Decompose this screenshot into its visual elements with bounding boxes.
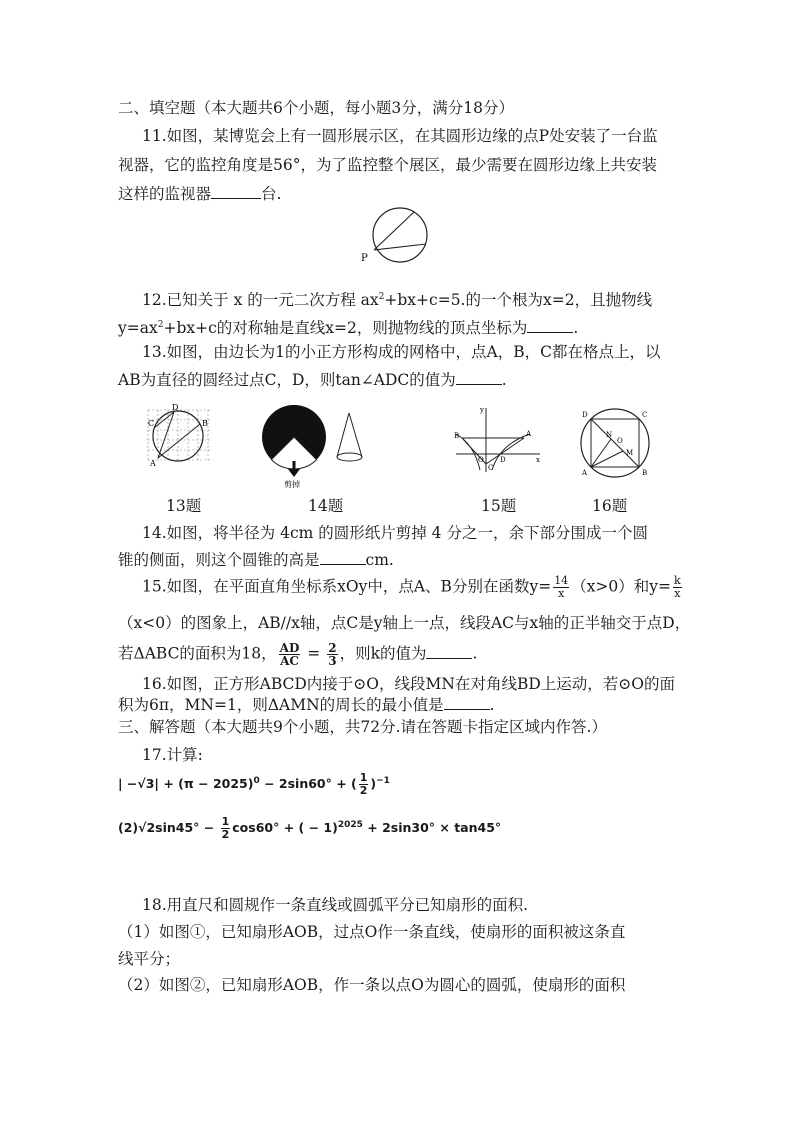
fraction-14-over-x: $\frac{14}{x}$ <box>554 574 569 600</box>
answer-blank <box>426 643 472 659</box>
label-n: N <box>606 431 613 439</box>
cone-left-edge <box>337 413 349 457</box>
q14-text: 锥的侧面，则这个圆锥的高是 <box>118 551 320 569</box>
cone-right-edge <box>349 413 362 457</box>
q12-sup2: 2 <box>157 320 164 330</box>
q11-line1: 11.如图，某博览会上有一圆形展示区，在其圆形边缘的点P处安装了一台监 <box>142 127 658 145</box>
caption-13: 13题 <box>166 497 202 515</box>
q14-line1: 14.如图，将半径为 4cm 的圆形纸片剪掉 4 分之一，余下部分围成一个圆 <box>142 524 648 542</box>
q16-line2 <box>118 694 495 716</box>
q15-line2: （x<0）的图象上，AB//x轴，点C是y轴上一点，线段AC与x轴的正半轴交于点D， <box>118 614 691 632</box>
q11-circle-figure <box>358 206 438 266</box>
q17-expression-1: | $-√3| + (\pi - 2025)^0 - 2\sin 60^\circ$ + ( $\frac{1}{2}$ )$^{-1}$ <box>118 771 390 797</box>
q11-line3 <box>118 183 281 205</box>
answer-blank <box>211 183 261 199</box>
label-c: C <box>488 464 494 472</box>
caption-15: 15题 <box>481 497 517 515</box>
cone-base <box>337 453 362 461</box>
label-d: D <box>582 411 588 419</box>
label-d: D <box>500 456 506 464</box>
q15-text-b: （x>0）和y= <box>571 577 672 596</box>
fig15-hyperbola-figure <box>452 404 544 474</box>
q12-text-b: +bx+c=5.的一个根为x=2，且抛物线 <box>384 291 653 310</box>
q18-line2: （1）如图①，已知扇形AOB，过点O作一条直线，使扇形的面积被这条直 <box>118 923 626 941</box>
section-header-solutions: 三、解答题（本大题共9个小题，共72分.请在答题卡指定区域内作答.） <box>118 718 607 736</box>
label-d: D <box>172 403 179 412</box>
label-x: x <box>536 456 540 464</box>
fig13-grid-circle <box>140 402 220 474</box>
q15-line1 <box>142 575 684 600</box>
q11-text: 这样的监视器 <box>118 185 212 203</box>
q13-period: . <box>501 371 507 389</box>
q11-line2: 视器，它的监控角度是56°，为了监控整个展区，最少需要在圆形边缘上共安装 <box>118 156 657 174</box>
q14-unit: cm. <box>365 551 394 569</box>
answer-blank <box>320 549 366 565</box>
equals-sign: = <box>302 644 326 663</box>
label-o: O <box>617 437 623 445</box>
q12-text-d: +bx+c的对称轴是直线x=2，则抛物线的顶点坐标为 <box>163 319 528 338</box>
q16-text: 积为6π，MN=1，则ΔAMN的周长的最小值是 <box>118 696 444 714</box>
label-b: B <box>454 432 460 440</box>
q18-line1: 18.用直尺和圆规作一条直线或圆弧平分已知扇形的面积. <box>142 896 529 914</box>
label-b: B <box>202 419 208 428</box>
label-a: A <box>526 430 532 438</box>
q15-period: . <box>472 644 478 663</box>
cut-arrow-head <box>288 469 300 477</box>
monitor-ray-2 <box>374 244 426 250</box>
q13-line2 <box>118 369 507 391</box>
caption-14: 14题 <box>308 497 344 515</box>
display-circle <box>373 208 427 262</box>
answer-blank <box>444 694 490 710</box>
q18-line3: 线平分； <box>118 950 181 968</box>
q12-text-a: 12.已知关于 x 的一元二次方程 ax <box>142 291 379 310</box>
fraction-2-over-3: $\frac{2}{3}$ <box>328 641 337 668</box>
fraction-k-over-x: $\frac{k}{x}$ <box>674 574 681 600</box>
fraction-ad-over-ac: $\frac{AD}{AC}$ <box>279 641 300 668</box>
segment-am <box>591 451 623 467</box>
q18-line4: （2）如图②，已知扇形AOB，作一条以点O为圆心的圆弧，使扇形的面积 <box>118 976 626 994</box>
segment-an <box>591 439 611 467</box>
fig14-cone-figure <box>262 405 372 490</box>
fig16-square-circle-figure <box>570 403 660 483</box>
caption-16: 16题 <box>592 497 628 515</box>
cut-label: 剪掉 <box>284 480 300 489</box>
q12-line1 <box>142 286 652 311</box>
q12-text-c: y=ax <box>118 319 158 338</box>
label-a: A <box>150 459 156 468</box>
curve-left <box>456 434 480 470</box>
diagonal-bd <box>591 419 639 467</box>
q11-unit: 台. <box>261 185 282 203</box>
q12-line2 <box>118 314 578 339</box>
label-c: C <box>642 411 648 419</box>
label-b: B <box>642 469 648 477</box>
label-y: y <box>480 406 484 414</box>
q14-line2 <box>118 549 394 571</box>
q12-sup: 2 <box>378 292 385 302</box>
q15-text-a: 15.如图，在平面直角坐标系xOy中，点A、B分别在函数y= <box>142 577 552 596</box>
q17-title: 17.计算: <box>142 746 203 764</box>
q13-line1: 13.如图，由边长为1的小正方形构成的网格中，点A，B，C都在格点上，以 <box>142 343 661 361</box>
label-c: C <box>148 419 155 428</box>
q15-text-d: ，则k的值为 <box>339 644 427 663</box>
q17-expression-2: (2)√2sin45° − $\frac{1}{2}$ cos60° + ( − 1)$^{2025}$ + 2sin30° × tan45° <box>118 815 502 841</box>
q13-text: AB为直径的圆经过点C，D，则tan∠ADC的值为 <box>118 371 456 389</box>
q12-period: . <box>573 319 579 338</box>
fraction-one-half: $\frac{1}{2}$ <box>359 771 368 797</box>
curve-right <box>492 434 530 470</box>
fraction-one-half: $\frac{1}{2}$ <box>221 815 230 841</box>
q16-period: . <box>489 696 495 714</box>
label-o: O <box>478 456 484 464</box>
section-header-fill-in: 二、填空题（本大题共6个小题，每小题3分，满分18分） <box>118 99 514 117</box>
answer-blank <box>527 317 573 333</box>
answer-blank <box>456 369 502 385</box>
label-m: M <box>626 449 634 457</box>
q16-line1: 16.如图，正方形ABCD内接于⊙O，线段MN在对角线BD上运动，若⊙O的面 <box>142 675 675 693</box>
label-a: A <box>582 469 588 477</box>
point-p-label: P <box>361 253 368 264</box>
q15-text-c: 若ΔABC的面积为18， <box>118 644 277 663</box>
q15-line3 <box>118 642 477 667</box>
